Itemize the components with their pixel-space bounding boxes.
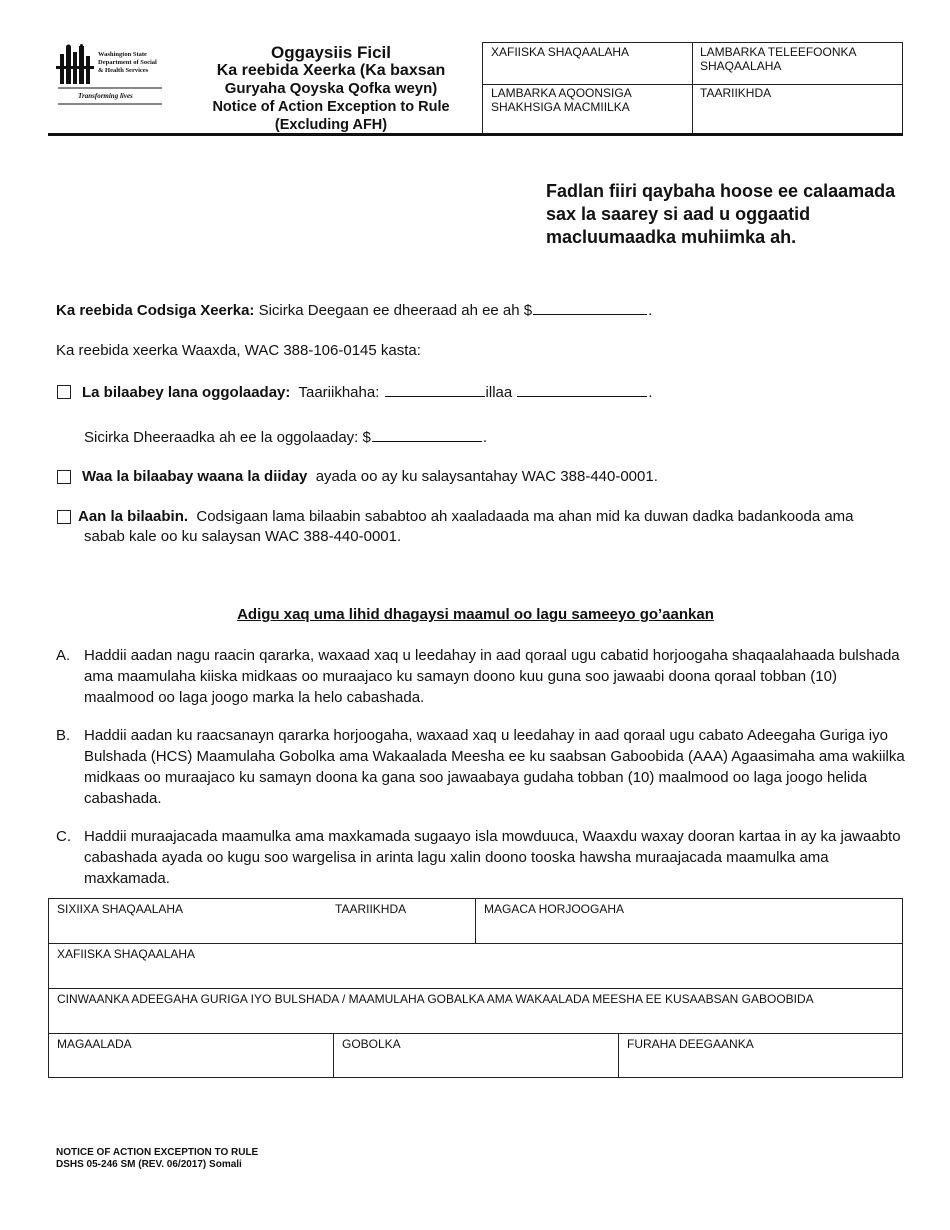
svg-text:Transforming lives: Transforming lives bbox=[78, 92, 133, 100]
worker-office-field[interactable] bbox=[483, 43, 692, 61]
rights-item-c bbox=[56, 826, 906, 889]
period: . bbox=[648, 384, 653, 401]
signature-date-field[interactable] bbox=[327, 899, 475, 943]
header-date-label: TAARIIKHDA bbox=[700, 86, 772, 100]
period: . bbox=[482, 429, 488, 446]
exception-code-text: Sicirka Deegaan ee dheeraad ah ee ah $ bbox=[258, 302, 533, 319]
exception-code-label: Ka reebida Codsiga Xeerka: bbox=[56, 302, 255, 319]
rights-item-label: B. bbox=[56, 727, 71, 744]
approved-rate-text: Sicirka Dheeraadka ah ee la oggolaaday: $ bbox=[84, 429, 371, 446]
rights-item-b bbox=[56, 725, 906, 809]
signature-date-label: TAARIIKHDA bbox=[335, 902, 407, 916]
header-date-field[interactable] bbox=[692, 84, 902, 102]
client-id-label: LAMBARKA AQOONSIGA SHAKHSIGA MACMIILKA bbox=[491, 86, 632, 114]
approved-label: La bilaabey lana oggolaaday: bbox=[82, 384, 291, 401]
not-started-text-cont: sabab kale oo ku salaysan WAC 388-440-0001. bbox=[84, 528, 402, 545]
header-divider bbox=[48, 133, 903, 136]
rights-item-text: Haddii aadan ku raacsanayn qararka horjoogaha, waxaad xaq u leedahay in aad qoraal ugu cabato Adeegaha Guriga iyo Bulshada (HCS) Maamulaha Gobolka ama Wakaalada Meesha ee ku saabsan Gaboobida (AAA) Agaasimaha ama wakiilka midkaas oo muraajaco ku samayn doona ka gana soo jawaabaya gudaha tobban (10) maalmood oo laga joogo helida cabashada. bbox=[84, 727, 905, 807]
approved-rate-blank[interactable] bbox=[372, 427, 482, 442]
zip-label: FURAHA DEEGAANKA bbox=[627, 1037, 754, 1051]
worker-signature-label: SIXIIXA SHAQAALAHA bbox=[57, 902, 184, 916]
worker-phone-field[interactable] bbox=[692, 43, 902, 75]
worker-signature-field[interactable] bbox=[49, 899, 329, 943]
svg-text:Department of Social: Department of Social bbox=[98, 59, 157, 66]
approved-line bbox=[82, 382, 653, 403]
footer-form-name: NOTICE OF ACTION EXCEPTION TO RULE bbox=[56, 1147, 259, 1158]
not-started-line bbox=[78, 507, 854, 527]
worker-office-label: XAFIISKA SHAQAALAHA bbox=[491, 45, 630, 59]
period: . bbox=[648, 302, 653, 319]
client-id-field[interactable] bbox=[483, 84, 692, 116]
state-label: GOBOLKA bbox=[342, 1037, 401, 1051]
address-field[interactable] bbox=[49, 989, 902, 1033]
worker-office-bottom-field[interactable] bbox=[49, 944, 902, 988]
zip-field[interactable] bbox=[619, 1034, 902, 1078]
address-label: CINWAANKA ADEEGAHA GURIGA IYO BULSHADA / MAAMULAHA GOBALKA AMA WAKAALADA MEESHA EE KUSAABSAN GABOOBIDA bbox=[57, 992, 814, 1006]
rights-heading: Adigu xaq uma lihid dhagaysi maamul oo lagu sameeyo go’aankan bbox=[237, 606, 714, 623]
exception-code-line bbox=[56, 300, 652, 321]
not-started-text: Codsigaan lama bilaabin sababtoo ah xaaladaada ma ahan mid ka duwan dadka badankooda ama bbox=[196, 508, 854, 525]
denied-text: ayada oo ay ku salaysantahay WAC 388-440-0001. bbox=[315, 468, 658, 485]
approved-checkbox[interactable] bbox=[57, 385, 71, 399]
denied-label: Waa la bilaabay waana la diiday bbox=[82, 468, 308, 485]
approved-dates-label: Taariikhaha: bbox=[298, 384, 380, 401]
dshs-logo bbox=[56, 44, 164, 108]
not-started-checkbox[interactable] bbox=[57, 510, 71, 524]
rights-item-text: Haddii aadan nagu raacin qararka, waxaad xaq u leedahay in aad qoraal ugu cabatid horjoogaha shaqaalahaada bulshada ama maamulaha kiiska midkaas oo muraajaco ku samayn doono kuu guna soo jawaabi doona qoraal tobban (10) maalmood oo laga joogo marka la helo cabashada. bbox=[84, 647, 900, 706]
exception-amount-blank[interactable] bbox=[533, 300, 647, 315]
supervisor-name-field[interactable] bbox=[476, 899, 902, 943]
denied-checkbox[interactable] bbox=[57, 470, 71, 484]
title-line-4: Notice of Action Exception to Rule bbox=[212, 99, 450, 115]
rights-item-label: A. bbox=[56, 647, 71, 664]
approved-start-blank[interactable] bbox=[385, 382, 485, 397]
header-fields-table bbox=[482, 42, 903, 134]
notice-instruction: Fadlan fiiri qaybaha hoose ee calaamada sax la saarey si aad u oggaatid macluumaadka muhiimka ah. bbox=[546, 181, 896, 247]
rights-item-a bbox=[56, 645, 906, 708]
title-line-3: Guryaha Qoyska Qofka weyn) bbox=[224, 80, 438, 97]
title-line-5: (Excluding AFH) bbox=[274, 117, 388, 133]
svg-text:Washington State: Washington State bbox=[98, 51, 147, 58]
supervisor-name-label: MAGACA HORJOOGAHA bbox=[484, 902, 625, 916]
worker-office-bottom-label: XAFIISKA SHAQAALAHA bbox=[57, 947, 196, 961]
denied-line bbox=[82, 467, 658, 487]
signature-table bbox=[48, 898, 903, 1078]
approved-end-blank[interactable] bbox=[517, 382, 647, 397]
svg-text:& Health Services: & Health Services bbox=[98, 67, 149, 74]
not-started-label: Aan la bilaabin. bbox=[78, 508, 189, 525]
approved-rate-line bbox=[84, 427, 487, 448]
form-footer bbox=[56, 1147, 258, 1171]
worker-phone-label: LAMBARKA TELEEFOONKA SHAQAALAHA bbox=[700, 45, 856, 73]
form-title bbox=[200, 44, 462, 134]
until-label: illaa bbox=[485, 384, 513, 401]
title-line-2: Ka reebida Xeerka (Ka baxsan bbox=[216, 62, 446, 79]
city-field[interactable] bbox=[49, 1034, 333, 1078]
city-label: MAGAALADA bbox=[57, 1037, 132, 1051]
state-field[interactable] bbox=[334, 1034, 618, 1078]
footer-form-number: DSHS 05-246 SM (REV. 06/2017) Somali bbox=[56, 1159, 242, 1170]
wac-line: Ka reebida xeerka Waaxda, WAC 388-106-0145 kasta: bbox=[56, 342, 421, 359]
rights-item-label: C. bbox=[56, 828, 71, 845]
title-line-1: Oggaysiis Ficil bbox=[271, 43, 391, 62]
rights-item-text: Haddii muraajacada maamulka ama maxkamada sugaayo isla mowduuca, Waaxdu waxay dooran kartaa in ay ka jawaabto cabashada ayada oo kugu soo wargelisa in arinta lagu xalin doono tooska hawsha muraajacada maamulka ama maxkamada. bbox=[84, 828, 901, 887]
